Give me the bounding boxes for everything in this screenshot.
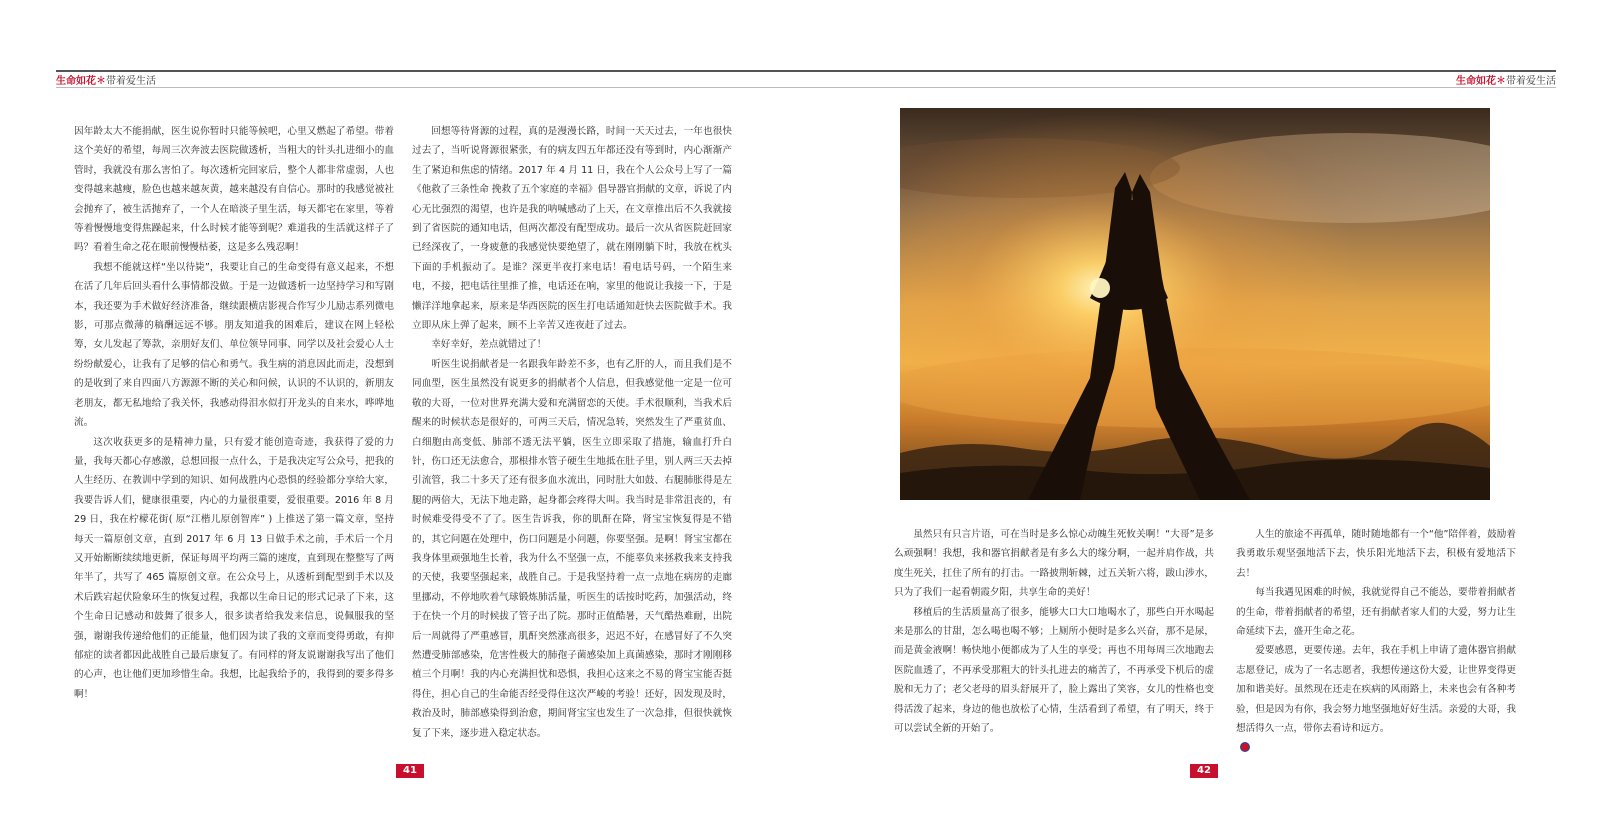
header-rule: [56, 70, 806, 72]
paragraph: 人生的旅途不再孤单，随时随地都有一个“他”陪伴着，鼓励着我勇敢乐观坚强地活下去，快乐阳光地活下去，积极有爱地活下去！: [1236, 529, 1516, 579]
text-column-3: [894, 525, 1214, 738]
header-rule: [806, 70, 1556, 72]
paragraph: 移植后的生活质量高了很多，能够大口大口地喝水了，那些白开水喝起来是那么的甘甜，怎么喝也喝不够；上厕所小便时是多么兴奋，那不是尿，而是黄金液啊！畅快地小便都成为了人生的享受；再也不用每周三次地跑去医院血透了，不再承受那粗大的针头扎进去的痛苦了，不再承受下机后的虚脱和无力了；老父老母的眉头舒展开了，脸上露出了笑容，女儿的性格也变得活泼了起来，身边的他也放松了心情，生活看到了希望，有了明天，终于可以尝试全新的开始了。: [894, 606, 1214, 735]
header-slogan: 带着爱生活: [1506, 76, 1556, 87]
end-mark-icon: [1240, 742, 1250, 752]
text-column-2: [412, 122, 732, 743]
header-separator-icon: ✽: [1496, 76, 1506, 87]
header-brand: 生命如花: [56, 76, 96, 87]
paragraph: 爱要感恩，更要传递。去年，我在手机上申请了遗体器官捐献志愿登记，成为了一名志愿者，我想传递这份大爱，让世界变得更加和谐美好。虽然现在还走在疾病的风雨路上，未来也会有各种考验，但是因为有你，我会努力地坚强地好好生活。亲爱的大哥，我想活得久一点，带你去看诗和远方。: [1236, 645, 1516, 735]
paragraph: 虽然只有只言片语，可在当时是多么惊心动魄生死攸关啊！“大哥”是多么顽强啊！我想，我和器官捐献者是有多么大的缘分啊，一起并肩作战，共度生死关，扛住了所有的打击。一路披荆斩棘，过五关斩六将，跋山涉水，只为了我们一起看朝霞夕阳，共享生命的美好！: [894, 529, 1214, 599]
paragraph: 因年龄太大不能捐献，医生说你暂时只能等候吧，心里又燃起了希望。带着这个美好的希望，每周三次奔波去医院做透析，当粗大的针头扎进细小的血管时，我就没有那么害怕了。每次透析完回家后，整个人都非常虚弱，人也变得越来越瘦，脸色也越来越灰黄，越来越没有自信心。那时的我感觉被社会抛弃了，被生活抛弃了，一个人在暗淡子里生活，每天都宅在家里，等着等着慢慢地变得焦躁起来，什么时候才能等到呢？难道我的生活就这样子了吗？看着生命之花在眼前慢慢枯萎，这是多么残忍啊！: [74, 126, 394, 254]
paragraph: 听医生说捐献者是一名跟我年龄差不多，也有乙肝的人，而且我们是不同血型，医生虽然没有说更多的捐献者个人信息，但我感觉他一定是一位可敬的大哥，一位对世界充满大爱和充满留恋的天使。手术很顺利，当我术后醒来的时候状态是很好的，可两三天后，情况急转，突然发生了严重贫血、白细胞由高变低、肺部不透无法平躺，医生立即采取了措施，输血打升白针，伤口还无法愈合，那根排水管子硬生生地抵在肚子里，别人两三天去掉引流管，我二十多天了还有很多血水流出，同时肚大如鼓、右腿肺胀得是左腿的两倍大，无法下地走路，起身都会疼得大叫。我当时是非常沮丧的，有时候难受得受不了了。医生告诉我，你的肌酐在降，肾宝宝恢复得是不错的，其它问题在处理中，伤口问题是小问题，你要坚强。是啊！肾宝宝都在我身体里顽强地生长着，我为什么不坚强一点，不能辜负来拯救我来支持我的天使，我要坚强起来，战胜自己。于是我坚持着一点一点地在病房的走廊里挪动，不停地吹着气球锻炼肺活量，听医生的话按时吃药，加强活动，终于在快一个月的时候拔了管子出了院。那时正值酷暑，天气酷热难耐，出院后一周就得了严重感冒，肌酐突然涨高很多，迟迟不好，在感冒好了不久突然遭受肺部感染，危害性极大的肺孢子菌感染加上真菌感染，那时才刚刚移植三个月啊！我的内心充满担忧和恐惧，我担心这来之不易的肾宝宝能否挺得住，担心自己的生命能否经受得住这次严峻的考验！还好，因发现及时，救治及时，肺部感染得到治愈，期间肾宝宝也发生了一次急排，但很快就恢复了下来，逐步进入稳定状态。: [412, 358, 732, 739]
photo-illustration: [900, 108, 1490, 500]
paragraph: 这次收获更多的是精神力量，只有爱才能创造奇迹，我获得了爱的力量，我每天都心存感激，总想回报一点什么，于是我决定写公众号，把我的人生经历、在教训中学到的知识、如何战胜内心恐惧的经验都分享给大家，我要告诉人们，健康很重要，内心的力量很重要，爱很重要。2016 年 8 月 29 日，我在柠檬花街( 原“江楷儿原创智库” ) 上推送了第一篇文章，坚持每天一篇原创文章，直到 2017 年 6 月 13 日做手术之前，手术后一个月又开始断断续续地更新，保证每周平均两三篇的速度，直到现在整整写了两年半了，共写了 465 篇原创文章。在公众号上，从透析到配型到手术以及术后跌宕起伏险象环生的恢复过程，我都以生命日记的形式记录了下来，这个生命日记感动和鼓舞了很多人，很多读者给我发来信息，说佩服我的坚强，谢谢我传递给他们的正能量，他们因为读了我的文章而变得勇敢，有抑郁症的读者都因此战胜自己最后康复了。有同样的肾友说谢谢我写出了他们的心声，也让他们更加珍惜生命。我想，比起我给予的，我得到的要多得多啊！: [74, 436, 394, 700]
header-separator-icon: ✽: [96, 76, 106, 87]
paragraph: 幸好幸好，差点就错过了！: [431, 339, 547, 351]
paragraph: 每当我遇见困难的时候，我就觉得自己不能怂，要带着捐献者的生命，带着捐献者的希望，还有捐献者家人们的大爱，努力让生命延续下去，盛开生命之花。: [1236, 587, 1516, 638]
header-brand: 生命如花: [1456, 76, 1496, 87]
running-header-left: [56, 72, 156, 87]
header-thin-rule: [56, 87, 806, 88]
paragraph: 我想不能就这样“坐以待毙”，我要让自己的生命变得有意义起来，不想在活了几年后回头看什么事情都没做。于是一边做透析一边坚持学习和写剧本，我还要为手术做好经济准备，继续跟横店影视合作写少儿励志系列微电影，可那点微薄的稿酬远远不够。朋友知道我的困难后，建议在网上轻松筹，女儿发起了筹款，亲朋好友们、单位领导同事、同学以及社会爱心人士纷纷献爱心，让我有了足够的信心和勇气。我生病的消息因此而走，没想到的是收到了来自四面八方源源不断的关心和问候，认识的不认识的，新朋友老朋友，都无私地给了我关怀，我感动得泪水似打开龙头的自来水，哗哗地流。: [74, 261, 394, 429]
page-number-right: 42: [1190, 764, 1218, 778]
hands-sunset-photo: [900, 108, 1490, 500]
paragraph: 回想等待肾源的过程，真的是漫漫长路，时间一天天过去，一年也很快过去了，当听说肾源很紧张，有的病友四五年都还没有等到时，内心渐渐产生了紧迫和焦虑的情绪。2017 年 4 月 11 日，我在个人公众号上写了一篇《他救了三条性命 挽救了五个家庭的幸福》倡导器官捐献的文章，诉说了内心无比强烈的渴望，也许是我的呐喊感动了上天，在文章推出后不久我就接到了省医院的通知电话，但两次都没有配型成功。最后一次从省医院赶回家已经深夜了，一身疲惫的我感觉快要绝望了，就在刚刚躺下时，我放在枕头下面的手机振动了。是谁？深更半夜打来电话！看电话号码，一个陌生来电，不接，把电话往里推了推，电话还在响，家里的他说让我接一下，于是懒洋洋地拿起来，原来是华西医院的医生打电话通知赶快去医院做手术。我立即从床上弹了起来，顾不上辛苦又连夜赶了过去。: [412, 126, 732, 332]
header-thin-rule: [806, 87, 1556, 88]
text-column-4: [1236, 525, 1516, 758]
running-header-right: [1456, 72, 1556, 87]
page-number-left: 41: [396, 764, 424, 778]
header-slogan: 带着爱生活: [106, 76, 156, 87]
text-column-1: [74, 122, 394, 704]
